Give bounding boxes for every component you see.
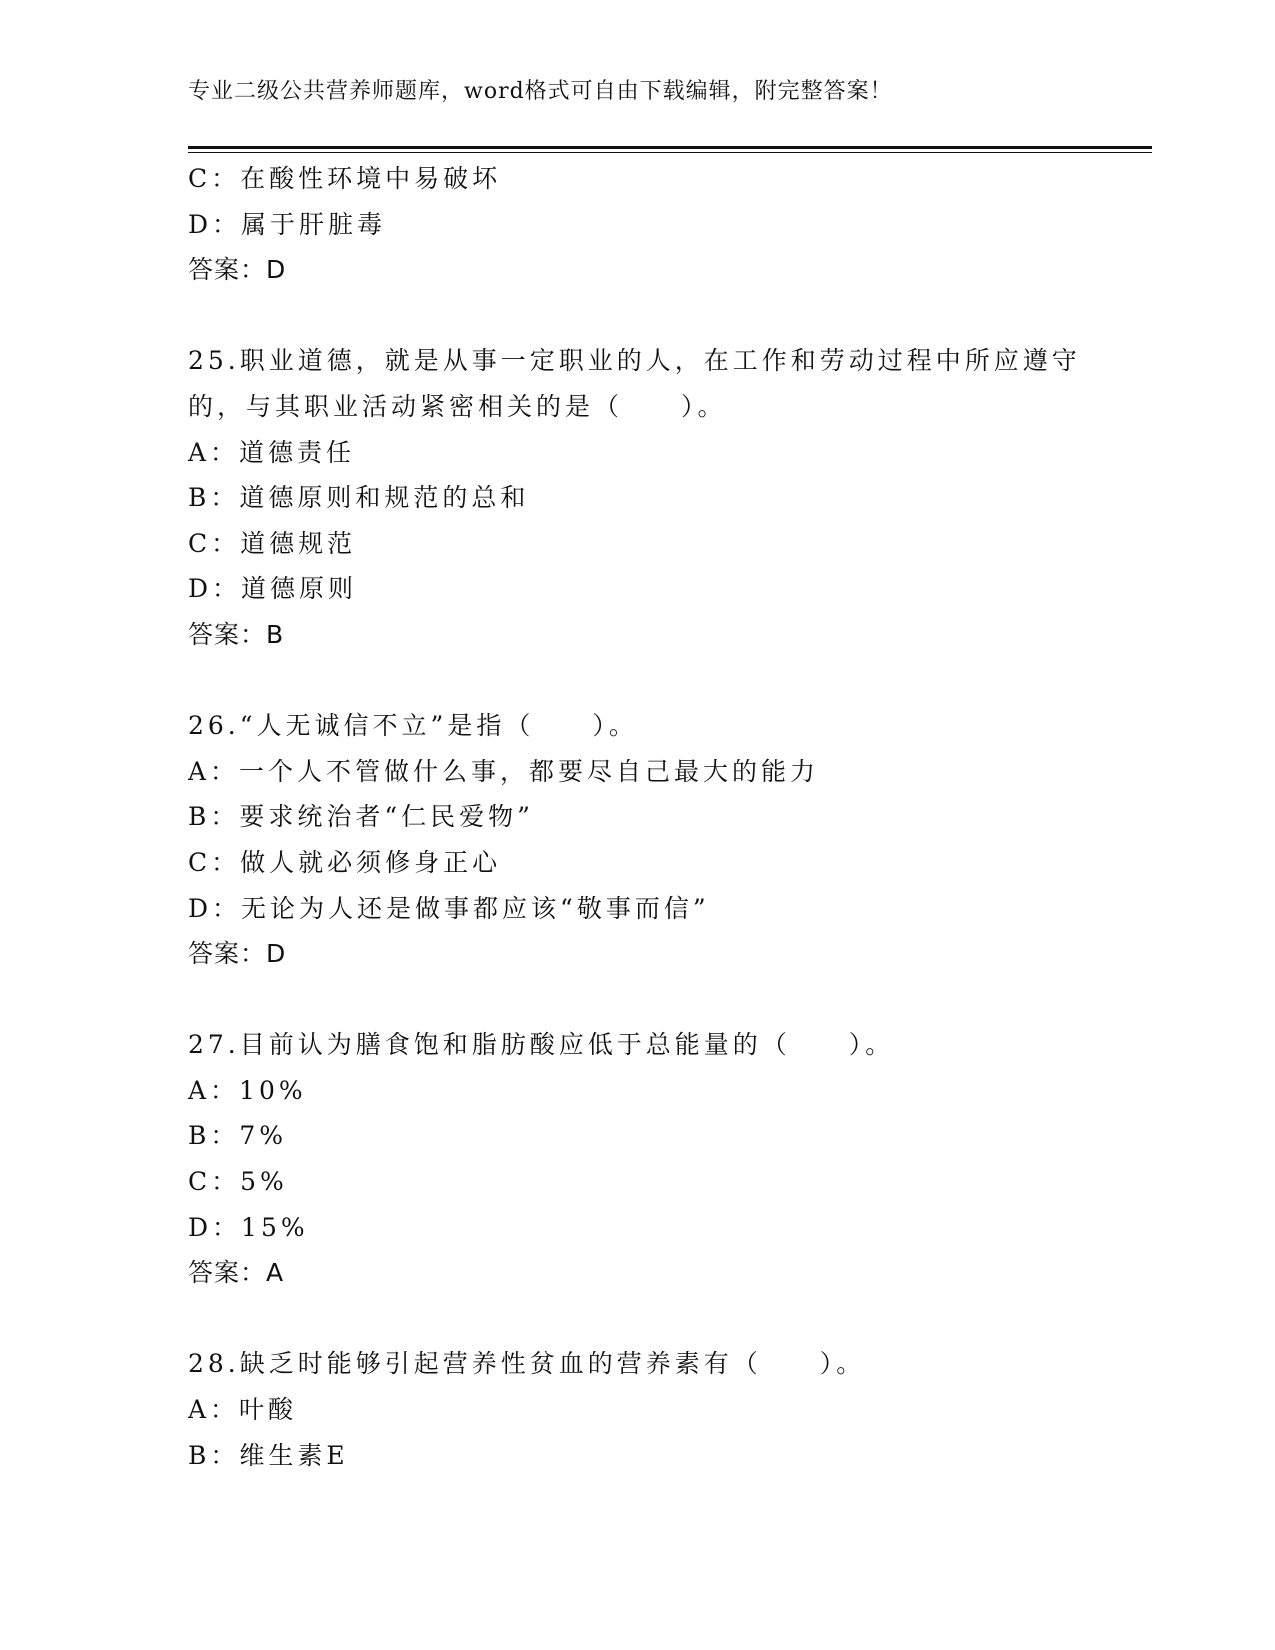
spacer: [188, 658, 1088, 704]
option-b: B：要求统治者“仁民爱物”: [188, 802, 534, 832]
option-b: B：维生素E: [188, 1440, 349, 1470]
question-stem-continued: 的，与其职业活动紧密相关的是（ ）。: [188, 391, 727, 421]
answer-line: 答案：D: [188, 255, 287, 285]
option-a: A：10%: [188, 1075, 307, 1105]
option-c: C：在酸性环境中易破坏: [188, 164, 502, 193]
question-24-fragment: [188, 156, 1088, 293]
page-header: 专业二级公共营养师题库，word格式可自由下载编辑，附完整答案！: [188, 79, 893, 104]
answer-line: 答案：B: [188, 619, 285, 649]
option-a: A：叶酸: [188, 1395, 298, 1425]
option-d: D：无论为人还是做事都应该“敬事而信”: [188, 893, 710, 923]
answer-line: 答案：D: [188, 939, 287, 969]
option-d: D：道德原则: [188, 574, 358, 604]
option-a: A：道德责任: [188, 437, 356, 467]
question-stem: 27.目前认为膳食饱和脂肪酸应低于总能量的（ ）。: [188, 1030, 895, 1060]
question-stem: 25.职业道德，就是从事一定职业的人，在工作和劳动过程中所应遵守: [188, 346, 1081, 376]
option-c: C：道德规范: [188, 528, 357, 558]
question-25: [188, 338, 1088, 657]
option-b: B：7%: [188, 1121, 288, 1151]
option-d: D：15%: [188, 1212, 309, 1242]
document-body: [188, 156, 1088, 1478]
option-c: C：5%: [188, 1167, 288, 1197]
question-28: [188, 1341, 1088, 1478]
option-d: D：属于肝脏毒: [188, 209, 387, 239]
spacer: [188, 293, 1088, 339]
option-a: A：一个人不管做什么事，都要尽自己最大的能力: [188, 756, 820, 786]
question-26: [188, 703, 1088, 977]
spacer: [188, 977, 1088, 1023]
option-b: B：道德原则和规范的总和: [188, 483, 530, 513]
question-stem: 26.“人无诚信不立”是指（ ）。: [188, 711, 638, 741]
option-c: C：做人就必须修身正心: [188, 847, 502, 877]
spacer: [188, 1296, 1088, 1342]
answer-line: 答案：A: [188, 1258, 285, 1288]
question-stem: 28.缺乏时能够引起营养性贫血的营养素有（ ）。: [188, 1349, 866, 1379]
question-27: [188, 1022, 1088, 1296]
header-rule-thin: [188, 152, 1152, 153]
header-rule-thick: [188, 146, 1152, 149]
